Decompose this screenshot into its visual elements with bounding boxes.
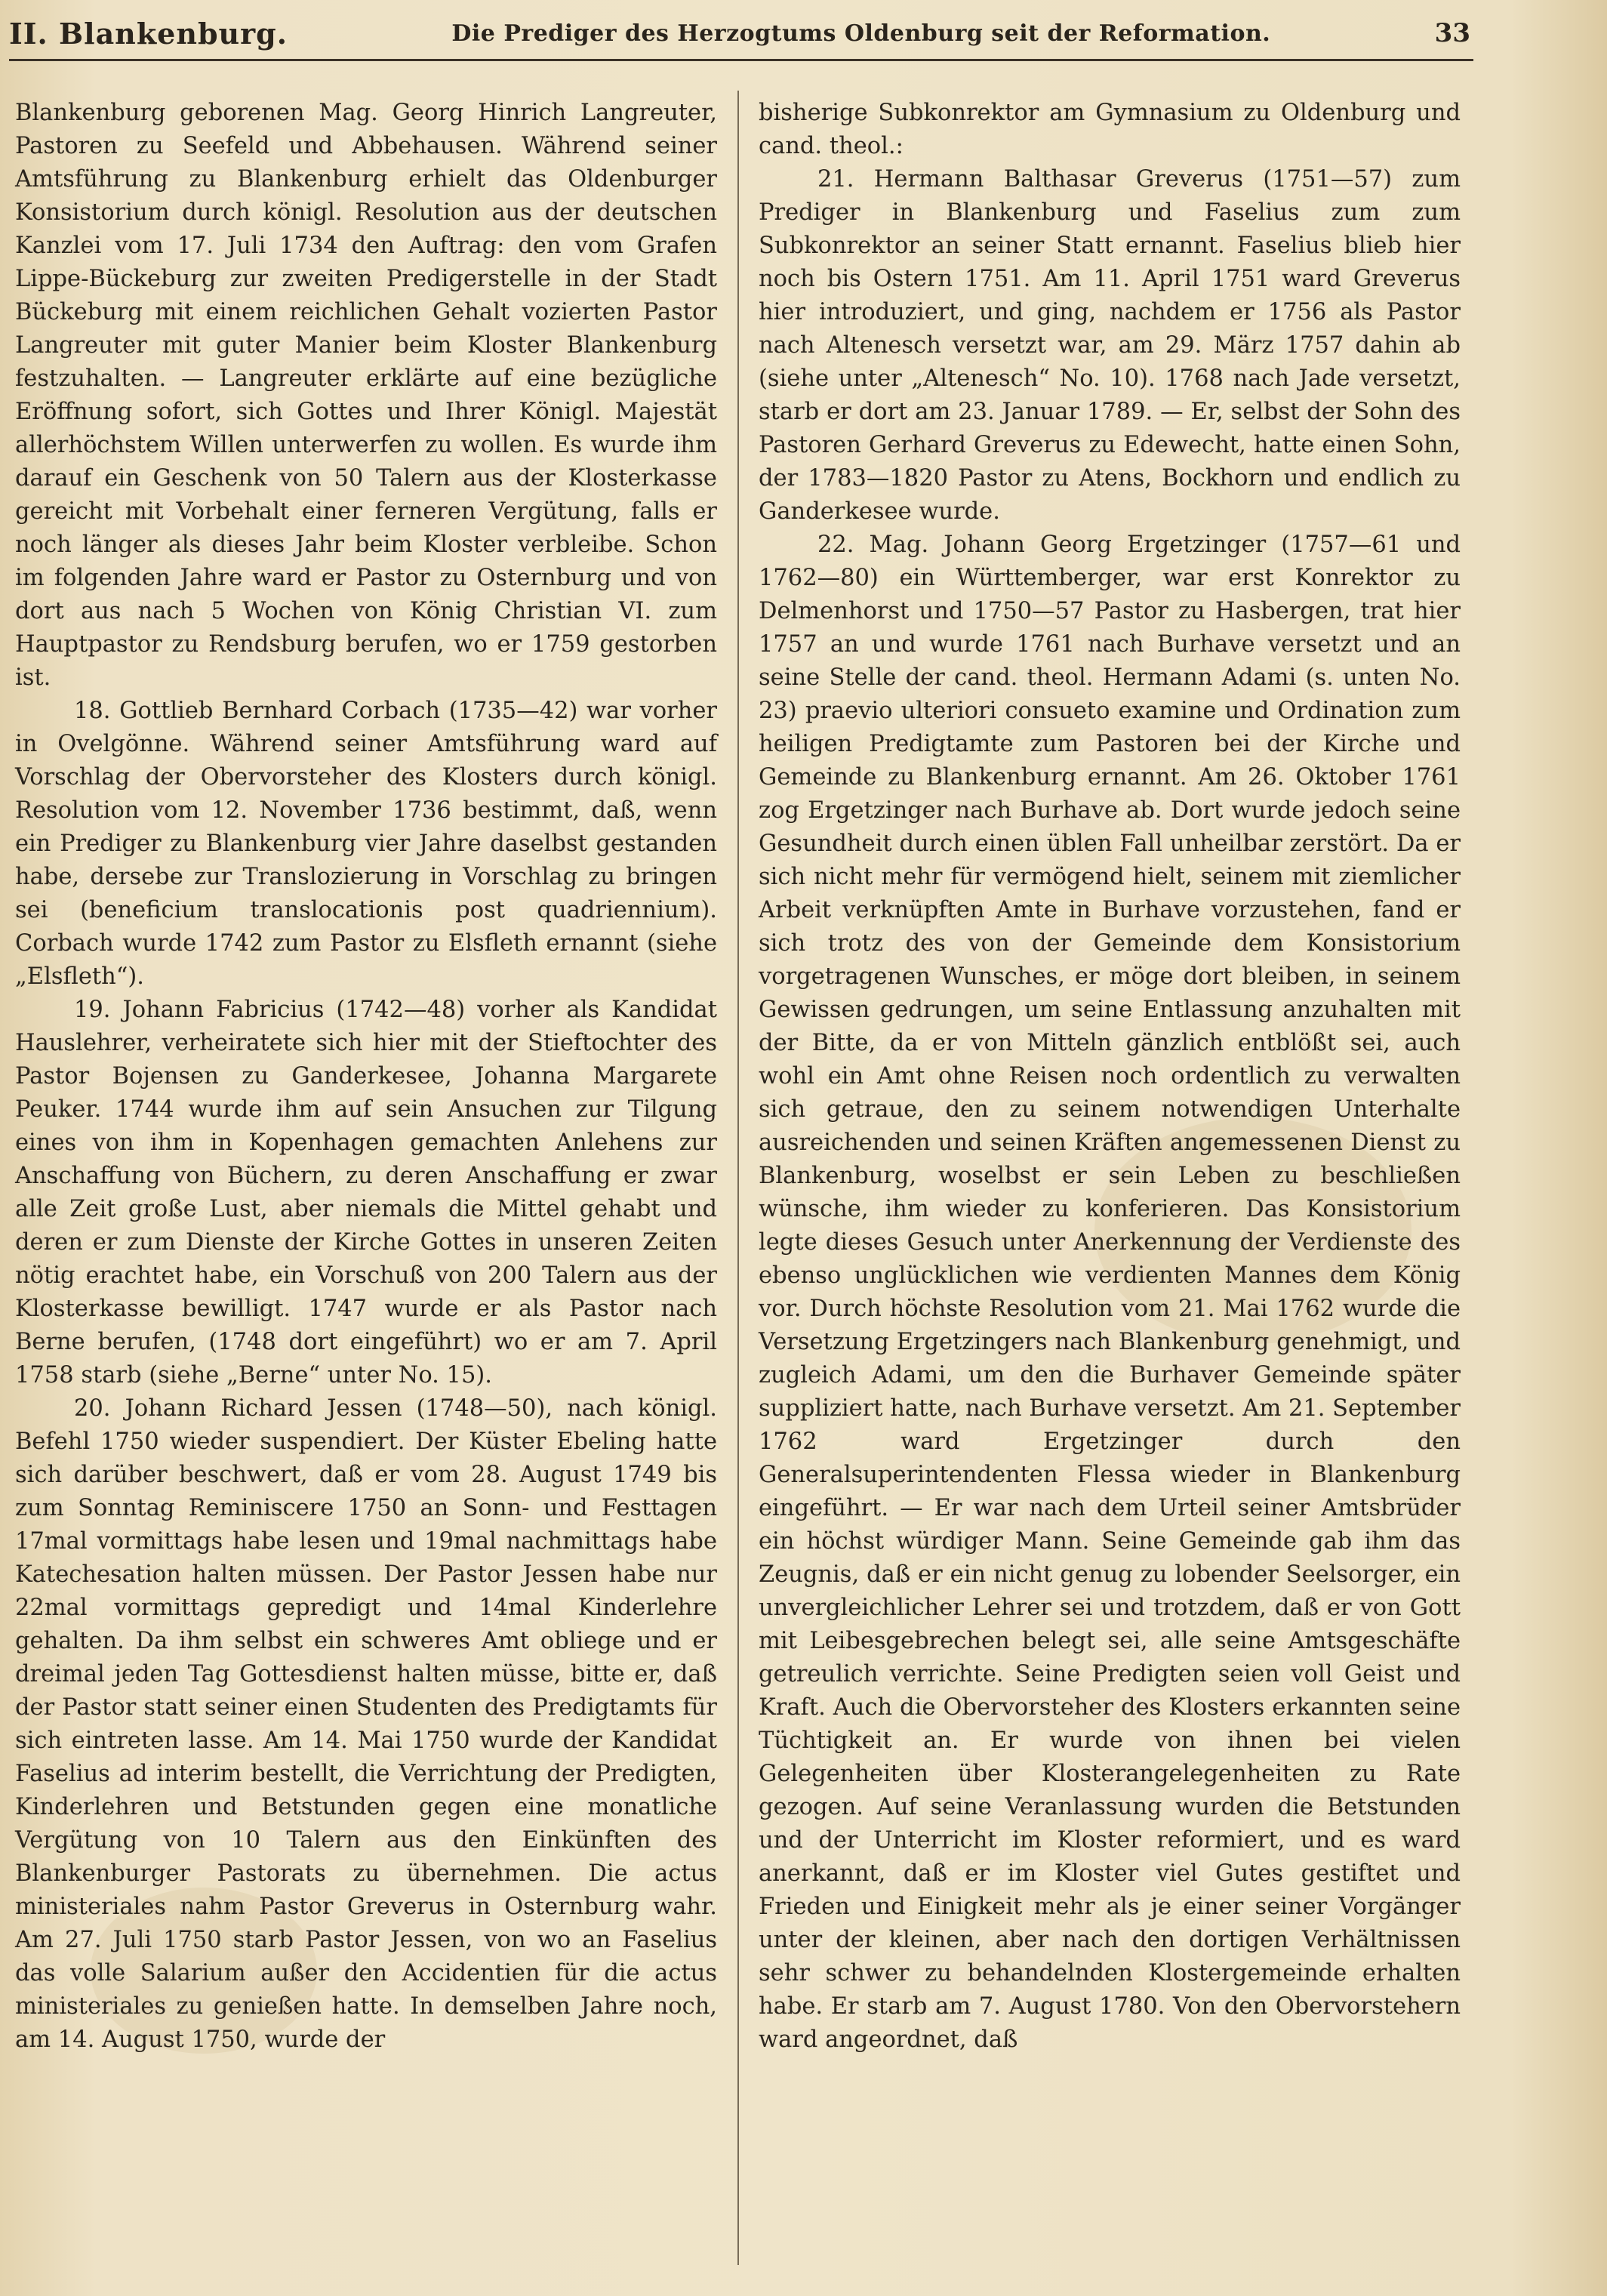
running-head-title: Die Prediger des Herzogtums Oldenburg seit der Reformation. xyxy=(451,20,1271,47)
page-number: 33 xyxy=(1434,18,1470,48)
right-column xyxy=(759,97,1461,2057)
entry-21-greverus: 21. Hermann Balthasar Greverus (1751—57) zum Prediger in Blankenburg und Faselius zum zum Subkonrektor an seiner Statt ernannt. Faselius blieb hier noch bis Ostern 1751. Am 11. April 1751 ward Greverus hier introduziert, und ging, nachdem er 1756 als Pastor nach Altenesch versetzt war, am 29. März 1757 dahin ab (siehe unter „Altenesch“ No. 10). 1768 nach Jade versetzt, starb er dort am 23. Januar 1789. — Er, selbst der Sohn des Pastoren Gerhard Greverus zu Edewecht, hatte einen Sohn, der 1783—1820 Pastor zu Atens, Bockhorn und endlich zu Ganderkesee wurde. xyxy=(759,166,1461,525)
entry-20-jessen: 20. Johann Richard Jessen (1748—50), nach königl. Befehl 1750 wieder suspendiert. Der Küster Ebeling hatte sich darüber beschwert, daß er vom 28. August 1749 bis zum Sonntag Reminiscere 1750 an Sonn- und Festtagen 17mal vormittags habe lesen und 19mal nachmittags habe Katechesation halten müssen. Der Pastor Jessen habe nur 22mal vormittags gepredigt und 14mal Kinderlehre gehalten. Da ihm selbst ein schweres Amt obliege und er dreimal jeden Tag Gottesdienst halten müsse, bitte er, daß der Pastor statt seiner einen Studenten des Predigtamts für sich eintreten lasse. Am 14. Mai 1750 wurde der Kandidat Faselius ad interim bestellt, die Verrichtung der Predigten, Kinderlehren und Betstunden gegen eine monatliche Vergütung von 10 Talern aus den Einkünften des Blankenburger Pastorats zu übernehmen. Die actus ministeriales nahm Pastor Greverus in Osternburg wahr. Am 27. Juli 1750 starb Pastor Jessen, von wo an Faselius das volle Salarium außer den Accidentien für die actus ministeriales zu genießen hatte. In demselben Jahre noch, am 14. August 1750, wurde der xyxy=(15,1395,717,2053)
entry-19-fabricius: 19. Johann Fabricius (1742—48) vorher als Kandidat Hauslehrer, verheiratete sich hier mit der Stieftochter des Pastor Bojensen zu Ganderkesee, Johanna Margarete Peuker. 1744 wurde ihm auf sein Ansuchen zur Tilgung eines von ihm in Kopenhagen gemachten Anlehens zur Anschaffung von Büchern, zu deren Anschaffung er zwar alle Zeit große Lust, aber niemals die Mittel gehabt und deren er zum Dienste der Kirche Gottes in unseren Zeiten nötig erachtet habe, ein Vorschuß von 200 Talern aus der Klosterkasse bewilligt. 1747 wurde er als Pastor nach Berne berufen, (1748 dort eingeführt) wo er am 7. April 1758 starb (siehe „Berne“ unter No. 15). xyxy=(15,997,717,1388)
paragraph-continuation: Blankenburg geborenen Mag. Georg Hinrich Langreuter, Pastoren zu Seefeld und Abbehausen. Während seiner Amtsführung zu Blankenburg erhielt das Oldenburger Konsistorium durch königl. Resolution aus der deutschen Kanzlei vom 17. Juli 1734 den Auftrag: den vom Grafen Lippe-Bückeburg zur zweiten Predigerstelle in der Stadt Bückeburg mit einem reichlichen Gehalt vozierten Pastor Langreuter mit guter Manier beim Kloster Blankenburg festzuhalten. — Langreuter erklärte auf eine bezügliche Eröffnung sofort, sich Gottes und Ihrer Königl. Majestät allerhöchstem Willen unterwerfen zu wollen. Es wurde ihm darauf ein Geschenk von 50 Talern aus der Klosterkasse gereicht mit Vorbehalt einer ferneren Vergütung, falls er noch länger als dieses Jahr beim Kloster verbleibe. Schon im folgenden Jahre ward er Pastor zu Osternburg und von dort aus nach 5 Wochen von König Christian VI. zum Hauptpastor zu Rendsburg berufen, wo er 1759 gestorben ist. xyxy=(15,100,717,691)
left-column xyxy=(15,97,717,2057)
entry-22-ergetzinger: 22. Mag. Johann Georg Ergetzinger (1757—61 und 1762—80) ein Württemberger, war erst Konrektor zu Delmenhorst und 1750—57 Pastor zu Hasbergen, trat hier 1757 an und wurde 1761 nach Burhave versetzt und an seine Stelle der cand. theol. Hermann Adami (s. unten No. 23) praevio ulteriori consueto examine und Ordination zum heiligen Predigtamte zum Pastoren bei der Kirche und Gemeinde zu Blankenburg ernannt. Am 26. Oktober 1761 zog Ergetzinger nach Burhave ab. Dort wurde jedoch seine Gesundheit durch einen üblen Fall unheilbar zerstört. Da er sich nicht mehr für vermögend hielt, seinem mit ziemlicher Arbeit verknüpften Amte in Burhave vorzustehen, fand er sich trotz des von der Gemeinde dem Konsistorium vorgetragenen Wunsches, er möge dort bleiben, in seinem Gewissen gedrungen, um seine Entlassung anzuhalten mit der Bitte, da er von Mitteln gänzlich entblößt sei, auch wohl ein Amt ohne Reisen noch ordentlich zu verwalten sich getraue, den zu seinem notwendigen Unterhalte ausreichenden und seinen Kräften angemessenen Dienst zu Blankenburg, woselbst er sein Leben zu beschließen wünsche, ihm wieder zu konferieren. Das Konsistorium legte dieses Gesuch unter Anerkennung der Verdienste des ebenso unglücklichen wie verdienten Mannes dem König vor. Durch höchste Resolution vom 21. Mai 1762 wurde die Versetzung Ergetzingers nach Blankenburg genehmigt, und zugleich Adami, um den die Burhaver Gemeinde später suppliziert hatte, nach Burhave versetzt. Am 21. September 1762 ward Ergetzinger durch den Generalsuperintendenten Flessa wieder in Blankenburg eingeführt. — Er war nach dem Urteil seiner Amtsbrüder ein höchst würdiger Mann. Seine Gemeinde gab ihm das Zeugnis, daß er ein nicht genug zu lobender Seelsorger, ein unvergleichlicher Lehrer sei und trotzdem, daß er von Gott mit Leibesgebrechen belegt sei, alle seine Amtsgeschäfte getreulich verrichte. Seine Predigten seien voll Geist und Kraft. Auch die Obervorsteher des Klosters erkannten seine Tüchtigkeit an. Er wurde von ihnen bei vielen Gelegenheiten über Klosterangelegenheiten zu Rate gezogen. Auf seine Veranlassung wurden die Betstunden und der Unterricht im Kloster reformiert, und es ward anerkannt, daß er im Kloster viel Gutes gestiftet und Frieden und Einigkeit mehr als je einer seiner Vorgänger unter der kleinen, aber nach den dortigen Verhältnissen sehr schwer zu behandelnden Klostergemeinde erhalten habe. Er starb am 7. August 1780. Von den Obervorstehern ward angeordnet, daß xyxy=(759,532,1461,2053)
paragraph-continuation: bisherige Subkonrektor am Gymnasium zu Oldenburg und cand. theol.: xyxy=(759,100,1461,159)
running-header xyxy=(9,8,1473,61)
running-head-left: II. Blankenburg. xyxy=(9,16,288,51)
entry-18-corbach: 18. Gottlieb Bernhard Corbach (1735—42) war vorher in Ovelgönne. Während seiner Amtsführung ward auf Vorschlag der Obervorsteher des Klosters durch königl. Resolution vom 12. November 1736 bestimmt, daß, wenn ein Prediger zu Blankenburg vier Jahre daselbst gestanden habe, dersebe zur Translozierung in Vorschlag zu bringen sei (beneficium translocationis post quadriennium). Corbach wurde 1742 zum Pastor zu Elsfleth ernannt (siehe „Elsfleth“). xyxy=(15,698,717,990)
column-divider xyxy=(737,91,739,2265)
